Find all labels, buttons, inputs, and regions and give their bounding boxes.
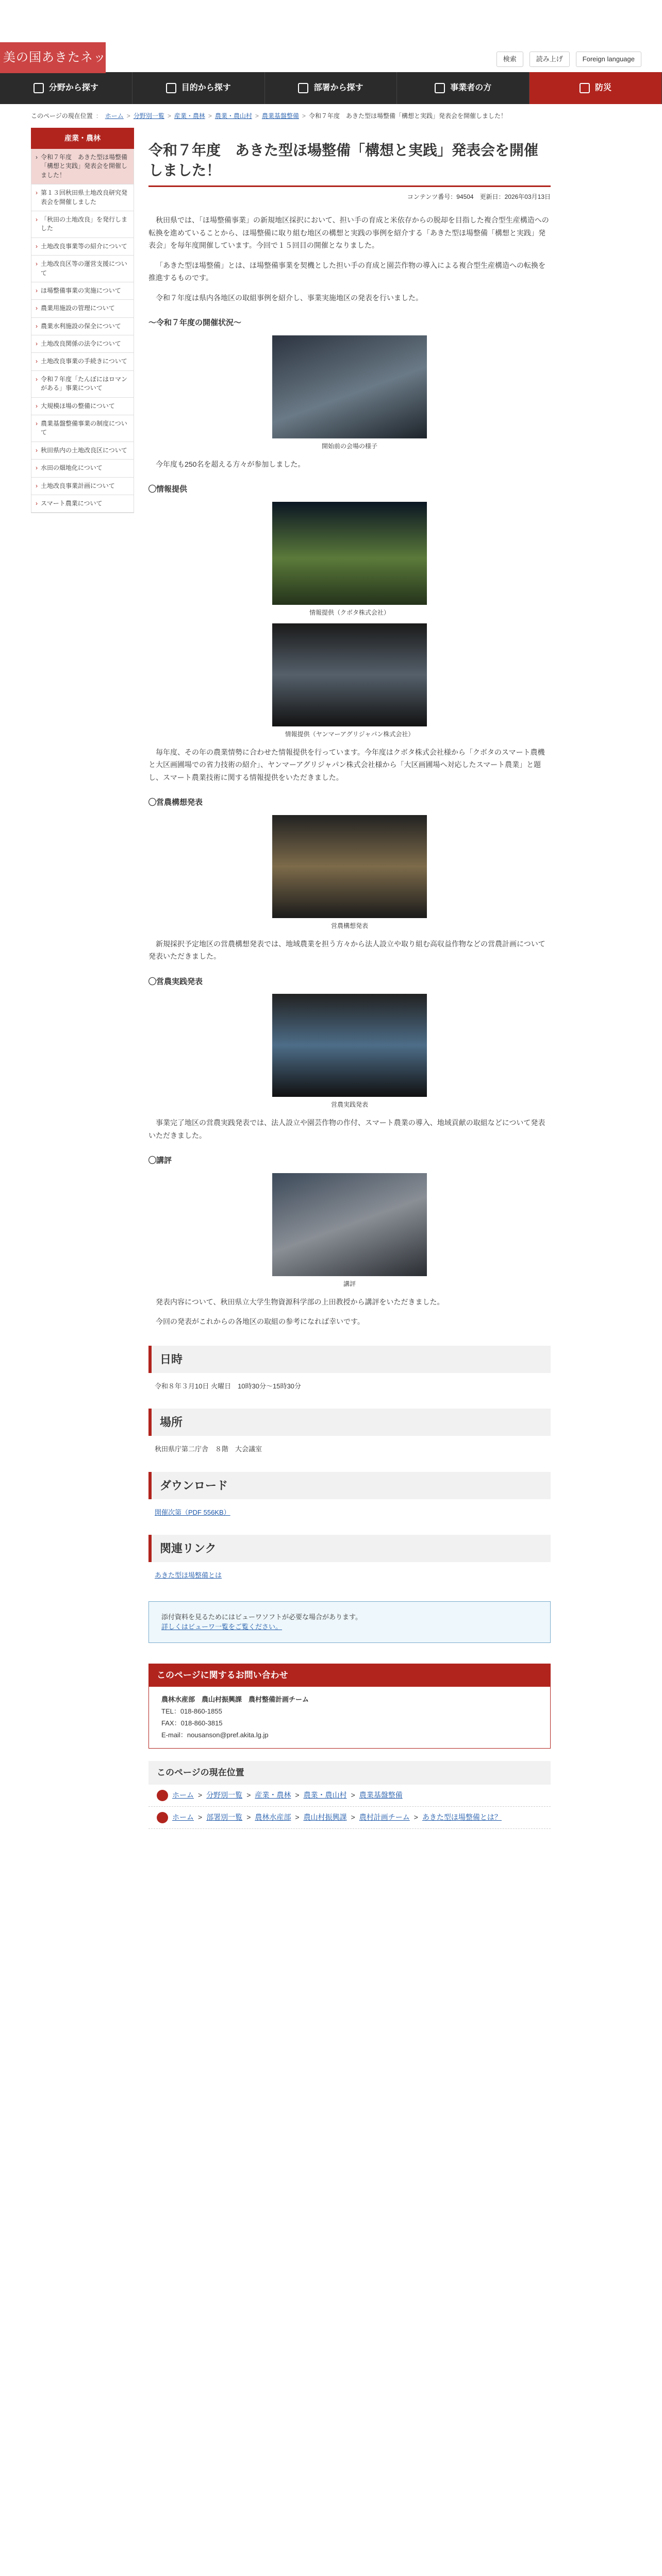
photo-caption: 開始前の会場の様子 <box>321 442 377 450</box>
sidebar-item[interactable]: › 土地改良事業等の紹介について <box>31 238 134 256</box>
sidebar-item[interactable]: › 土地改良関係の法令について <box>31 335 134 353</box>
location-link[interactable]: 農業・農山村 <box>303 1791 347 1800</box>
briefcase-icon <box>435 83 445 93</box>
photo-caption: 営農構想発表 <box>330 922 368 929</box>
alert-icon <box>580 83 590 93</box>
location-link[interactable]: 部署別一覧 <box>206 1813 243 1822</box>
info-photo-kubota <box>272 502 427 605</box>
sidebar-item[interactable]: › 「秋田の土地改良」を発行しました <box>31 211 134 238</box>
sidebar-item[interactable]: › 第１３回秋田県土地改良研究発表会を開催しました <box>31 184 134 211</box>
photo-caption: 講評 <box>343 1280 356 1287</box>
review-photo <box>272 1173 427 1276</box>
attendance-text: 今年度も250名を超える方々が参加しました。 <box>156 460 305 468</box>
location-icon <box>157 1812 168 1823</box>
nav-field[interactable]: 分野から探す <box>0 72 133 104</box>
figure <box>148 1173 551 1289</box>
nav-purpose[interactable]: 目的から探す <box>133 72 265 104</box>
sidebar-item[interactable]: › 秋田県内の土地改良区について <box>31 442 134 460</box>
photo-caption: 情報提供（ヤンマーアグリジャパン株式会社） <box>285 730 415 738</box>
sidebar-item[interactable]: › 土地改良事業の手続きについて <box>31 353 134 370</box>
overview-heading: 〜令和７年度の開催状況〜 <box>148 318 242 328</box>
related-heading: 関連リンク <box>148 1535 551 1562</box>
contact-box <box>148 1664 551 1749</box>
figure <box>148 994 551 1109</box>
contact-body <box>148 1687 551 1749</box>
contact-email[interactable]: E-mail：nousanson@pref.akita.lg.jp <box>161 1731 269 1739</box>
section-text: 新規採択予定地区の営農構想発表では、地域農業を担う方々から法人設立や取り組む高収益作物などの営農計画について発表いただきました。 <box>148 939 545 961</box>
sidebar-heading: 産業・農林 <box>31 128 134 149</box>
site-header <box>0 0 662 72</box>
reading-button[interactable]: 読み上げ <box>529 52 570 67</box>
sidebar-item[interactable]: › 令和７年度「たんぼにはロマンがある」事業について <box>31 371 134 398</box>
section-text: 発表内容について、秋田県立大学生物資源科学部の上田教授から講評をいただきました。 <box>156 1297 444 1306</box>
sidebar-item[interactable]: › 農業水利施設の保全について <box>31 318 134 335</box>
location-link[interactable]: 農山村振興課 <box>303 1813 347 1822</box>
place-heading: 場所 <box>148 1409 551 1436</box>
info-photo-yanmar <box>272 623 427 726</box>
location-box <box>148 1761 551 1829</box>
location-heading: このページの現在位置 <box>148 1761 551 1785</box>
figure <box>148 502 551 617</box>
location-link[interactable]: ホーム <box>172 1791 194 1800</box>
location-link[interactable]: ホーム <box>172 1813 194 1822</box>
section-text: 事業完了地区の営農実践発表では、法人設立や園芸作物の作付、スマート農業の導入、地域貢献の取組などについて発表いただきました。 <box>148 1118 545 1140</box>
section-heading: ◯営農構想発表 <box>148 798 203 807</box>
breadcrumb: このページの現在位置 ： ホーム > 分野別一覧 > 産業・農林 > 農業・農山村 > 農業基盤整備 > 令和７年度 あきた型ほ場整備「構想と実践」発表会を開催しました！ <box>31 112 507 120</box>
location-link[interactable]: 農林水産部 <box>255 1813 291 1822</box>
location-row: ホーム > 分野別一覧 > 産業・農林 > 農業・農山村 > 農業基盤整備 <box>148 1785 551 1807</box>
contact-fax: FAX：018-860-3815 <box>161 1719 223 1727</box>
viewer-list-link[interactable]: 詳しくはビューワ一覧をご覧ください。 <box>161 1623 283 1631</box>
section-text: 毎年度、その年の農業情勢に合わせた情報提供を行っています。今年度はクボタ株式会社様から「クボタのスマート農機と大区画圃場での省力技術の紹介」、ヤンマーアグリジャパン株式会社様から「大区画圃場へ対応したスマート農業」と題し、スマート農業技術に関する情報提供をいただきました。 <box>148 748 545 782</box>
nav-department[interactable]: 部署から探す <box>265 72 398 104</box>
breadcrumb-industry[interactable]: 産業・農林 <box>174 112 205 120</box>
sidebar-list <box>31 149 134 513</box>
breadcrumb-agri[interactable]: 農業・農山村 <box>214 112 252 120</box>
practice-presentation-photo <box>272 994 427 1097</box>
photo-caption: 営農実践発表 <box>330 1101 368 1109</box>
language-button[interactable]: Foreign language <box>576 52 641 67</box>
location-icon <box>157 1790 168 1801</box>
main-content <box>148 128 551 1829</box>
closing-text: 今回の発表がこれからの各地区の取組の参考になれば幸いです。 <box>156 1317 365 1326</box>
page-title: 令和７年度 あきた型ほ場整備「構想と実践」発表会を開催しました！ <box>148 128 551 187</box>
photo-caption: 情報提供（クボタ株式会社） <box>309 608 390 616</box>
sidebar <box>31 128 134 1829</box>
place-text: 秋田県庁第二庁舎 ８階 大会議室 <box>155 1445 262 1453</box>
download-heading: ダウンロード <box>148 1472 551 1499</box>
contact-heading: このページに関するお問い合わせ <box>148 1664 551 1687</box>
figure <box>148 335 551 451</box>
location-link[interactable]: 産業・農林 <box>255 1791 291 1800</box>
target-icon <box>166 83 176 93</box>
download-link[interactable]: 開催次第（PDF 556KB） <box>155 1508 230 1516</box>
breadcrumb-home[interactable]: ホーム <box>105 112 124 120</box>
related-link[interactable]: あきた型ほ場整備とは <box>155 1571 222 1580</box>
figure <box>148 623 551 739</box>
sidebar-item[interactable]: › 土地改良事業計画について <box>31 478 134 495</box>
figure <box>148 815 551 930</box>
intro-paragraph: 秋田県では、「ほ場整備事業」の新規地区採択において、担い手の育成と米依存からの脱却を目指した複合型生産構造への転換を進めていることから、ほ場整備に取り組む地区の構想と実践の事例を紹介する「あきた型ほ場整備「構想と実践」発表会」を毎年度開催しています。今回で１５回目の開催となりました。 <box>148 216 549 250</box>
plan-presentation-photo <box>272 815 427 918</box>
location-link[interactable]: あきた型ほ場整備とは？ <box>422 1813 502 1822</box>
sidebar-item[interactable]: › ほ場整備事業の実施について <box>31 282 134 300</box>
sidebar-item[interactable]: › 農業基盤整備事業の制度について <box>31 415 134 442</box>
site-logo[interactable]: 美の国あきたネット <box>0 42 106 73</box>
search-button[interactable]: 検索 <box>496 52 523 67</box>
content-meta: コンテンツ番号：94504 更新日：2026年03月13日 <box>407 193 551 201</box>
section-heading: ◯情報提供 <box>148 485 188 494</box>
datetime-text: 令和８年３月10日 火曜日 10時30分〜15時30分 <box>155 1382 301 1390</box>
contact-tel: TEL：018-860-1855 <box>161 1707 222 1716</box>
location-link[interactable]: 農業基盤整備 <box>359 1791 403 1800</box>
breadcrumb-field[interactable]: 分野別一覧 <box>133 112 164 120</box>
location-link[interactable]: 農村計画チーム <box>359 1813 410 1822</box>
location-row: ホーム > 部署別一覧 > 農林水産部 > 農山村振興課 > 農村計画チーム > あきた型ほ場整備とは？ <box>148 1807 551 1829</box>
sidebar-item[interactable]: › 大規模ほ場の整備について <box>31 398 134 415</box>
venue-photo <box>272 335 427 438</box>
section-heading: ◯講評 <box>148 1156 172 1165</box>
sidebar-item[interactable]: › 水田の畑地化について <box>31 460 134 477</box>
grid-icon <box>34 83 44 93</box>
intro-paragraph: 令和７年度は県内各地区の取組事例を紹介し、事業実施地区の発表を行いました。 <box>156 293 423 302</box>
nav-disaster[interactable]: 防災 <box>529 72 662 104</box>
contact-org: 農林水産部 農山村振興課 農村整備計画チーム <box>161 1696 309 1704</box>
location-link[interactable]: 分野別一覧 <box>206 1791 243 1800</box>
sidebar-item[interactable]: › 農業用施設の管理について <box>31 300 134 317</box>
breadcrumb-current: 令和７年度 あきた型ほ場整備「構想と実践」発表会を開催しました！ <box>308 112 507 120</box>
viewer-notice <box>148 1601 551 1643</box>
article-body <box>148 214 551 1328</box>
breadcrumb-infra[interactable]: 農業基盤整備 <box>261 112 299 120</box>
header-tools <box>496 52 641 67</box>
sidebar-item[interactable]: › 令和７年度 あきた型ほ場整備「構想と実践」発表会を開催しました！ <box>31 149 134 184</box>
nav-business[interactable]: 事業者の方 <box>397 72 529 104</box>
section-heading: ◯営農実践発表 <box>148 977 203 986</box>
intro-paragraph: 「あきた型ほ場整備」とは、ほ場整備事業を契機とした担い手の育成と園芸作物の導入による複合型生産構造への転換を推進するものです。 <box>148 261 545 282</box>
sidebar-item[interactable]: › スマート農業について <box>31 495 134 513</box>
datetime-heading: 日時 <box>148 1346 551 1373</box>
sidebar-item[interactable]: › 土地改良区等の運営支援について <box>31 256 134 282</box>
notice-text: 添付資料を見るためにはビューワソフトが必要な場合があります。 <box>161 1613 362 1621</box>
building-icon <box>298 83 308 93</box>
global-nav <box>0 72 662 104</box>
